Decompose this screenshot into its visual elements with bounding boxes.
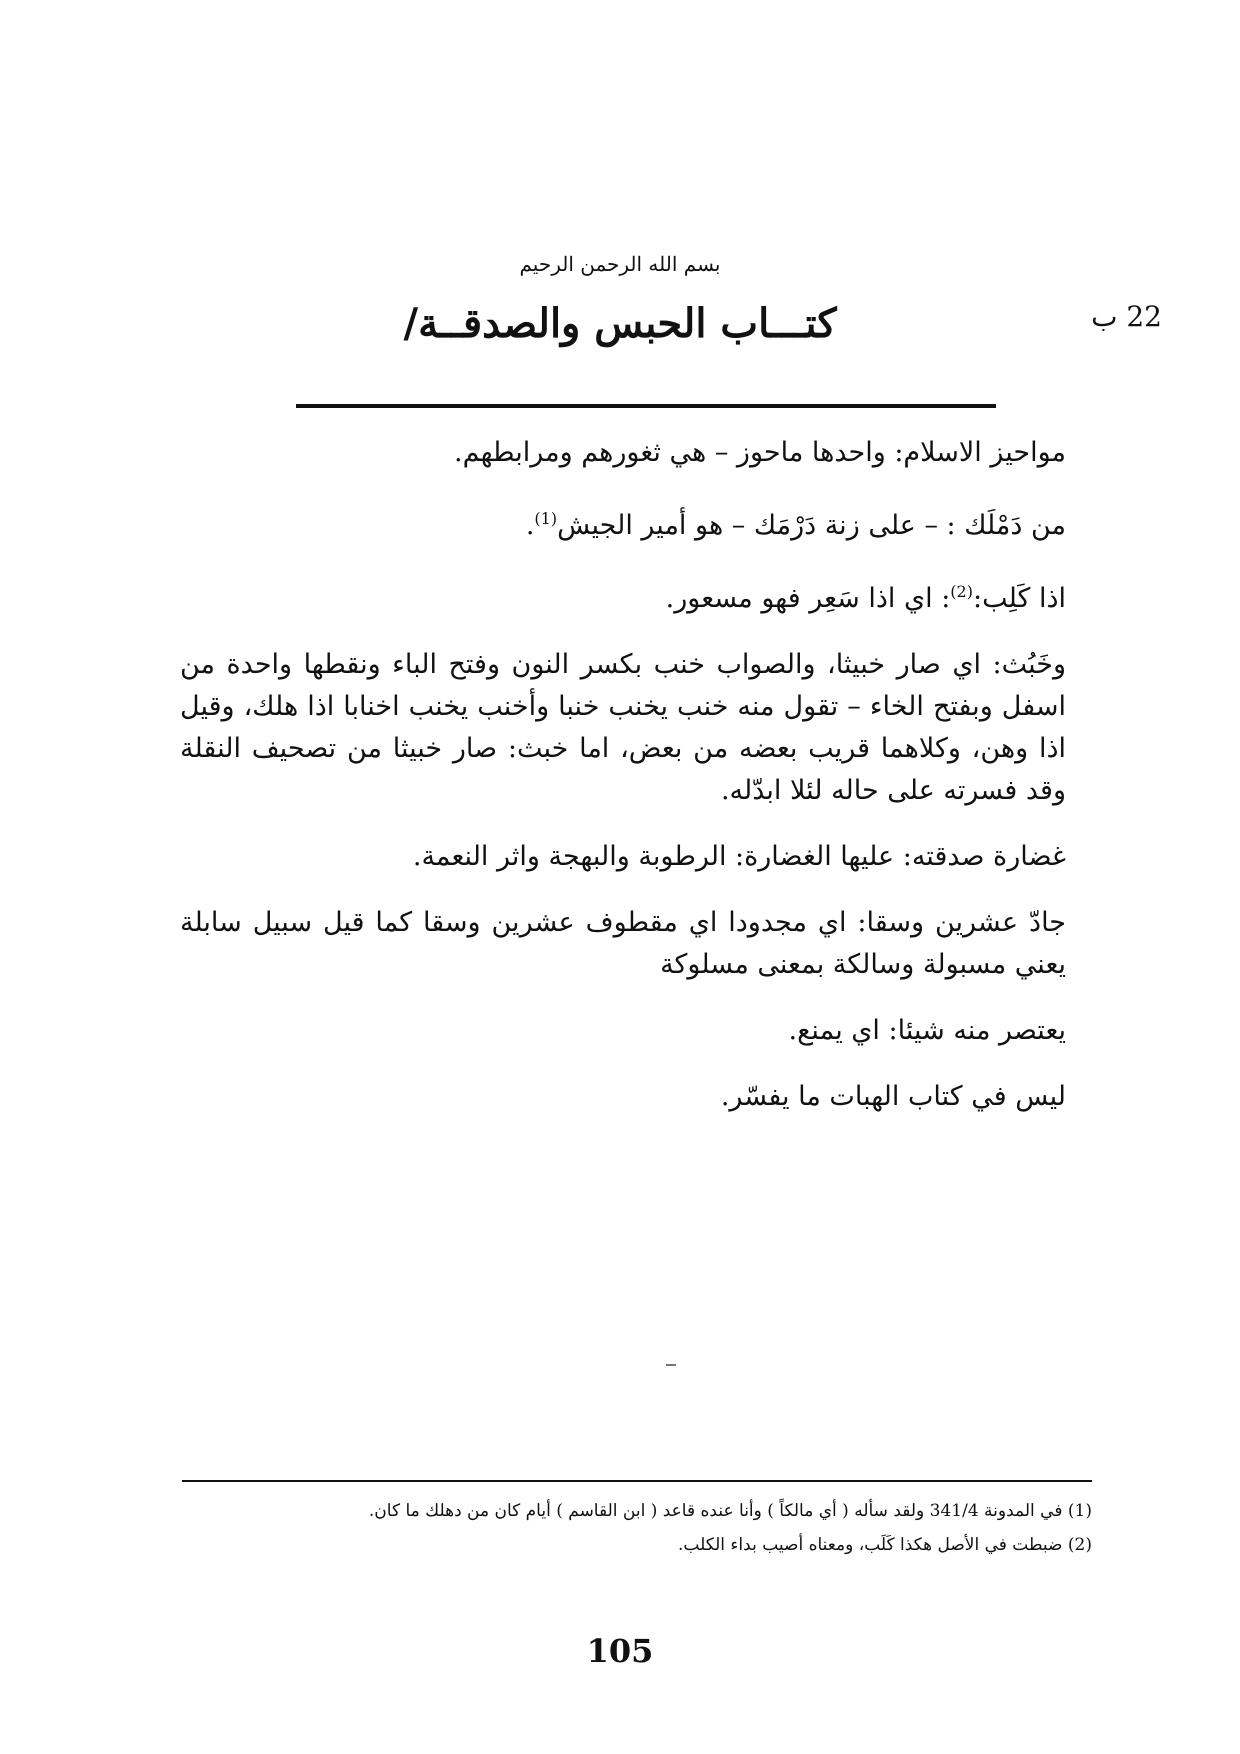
basmala: بسم الله الرحمن الرحيم (519, 252, 721, 276)
paragraph (180, 902, 1086, 986)
paragraph-text: اذا كَلِب: (972, 583, 1066, 614)
footnote-separator (182, 1480, 1092, 1482)
paragraph (180, 644, 1086, 812)
paragraph-text: ليس في كتاب الهبات ما يفسّر. (720, 1081, 1066, 1112)
footnote-text: في المدونة 341/4 ولقد سأله ( أي مالكاً ) وأنا عنده قاعد ( ابن القاسم ) أيام كان من دهلك ما كان. (368, 1501, 1063, 1521)
paragraph (180, 836, 1086, 878)
paragraph (180, 571, 1086, 620)
paragraph (180, 1010, 1086, 1052)
footnote-marker: (1) (1067, 1501, 1092, 1521)
footnote-marker: (2) (1067, 1535, 1092, 1555)
paragraph-text-continued: . (525, 510, 535, 541)
paragraph-text: جادّ عشرين وسقا: اي مجدودا اي مقطوف عشرين وسقا كما قيل سبيل سابلة يعني مسبولة وسالكة بمعنى مسلوكة (180, 907, 1066, 980)
footnote-reference[interactable]: (1) (534, 509, 558, 528)
paragraph-text: يعتصر منه شيئا: اي يمنع. (788, 1015, 1066, 1046)
stray-mark (666, 1364, 676, 1366)
folio-marker: 22 ب (1091, 300, 1162, 333)
footnote (182, 1528, 1092, 1562)
paragraph-text: وخَبُث: اي صار خبيثا، والصواب خنب بكسر النون وفتح الباء ونقطها واحدة من اسفل وبفتح الخاء – تقول منه خنب يخنب خنبا وأخنب يخنب اخنابا اذا هلك، وقيل اذا وهن، وكلاهما قريب بعضه من بعض، اما خبث: صار خبيثا من تصحيف النقلة وقد فسرته على حاله لئلا ابدّله. (180, 649, 1066, 806)
paragraph-text: مواحيز الاسلام: واحدها ماحوز – هي ثغورهم ومرابطهم. (454, 437, 1066, 468)
footnote-reference[interactable]: (2) (950, 582, 973, 601)
paragraph-text: غضارة صدقته: عليها الغضارة: الرطوبة والبهجة واثر النعمة. (412, 841, 1066, 872)
title-underline (296, 404, 996, 408)
paragraph-text: من دَمْلَك : – على زنة دَرْمَك – هو أمير الجيش (557, 510, 1066, 541)
page-number: 105 (586, 1632, 654, 1670)
chapter-title: كتـــاب الحبس والصدقــة/ (403, 300, 837, 347)
paragraph-text-continued: : اي اذا سَعِر فهو مسعور. (665, 583, 951, 614)
paragraph (180, 1076, 1086, 1118)
paragraph (180, 432, 1086, 474)
paragraph (180, 498, 1086, 547)
footnotes (182, 1494, 1092, 1562)
body-text (180, 432, 1086, 1142)
footnote-text: ضبطت في الأصل هكذا كَلَب، ومعناه أصيب بداء الكلب. (678, 1535, 1063, 1555)
footnote (182, 1494, 1092, 1528)
